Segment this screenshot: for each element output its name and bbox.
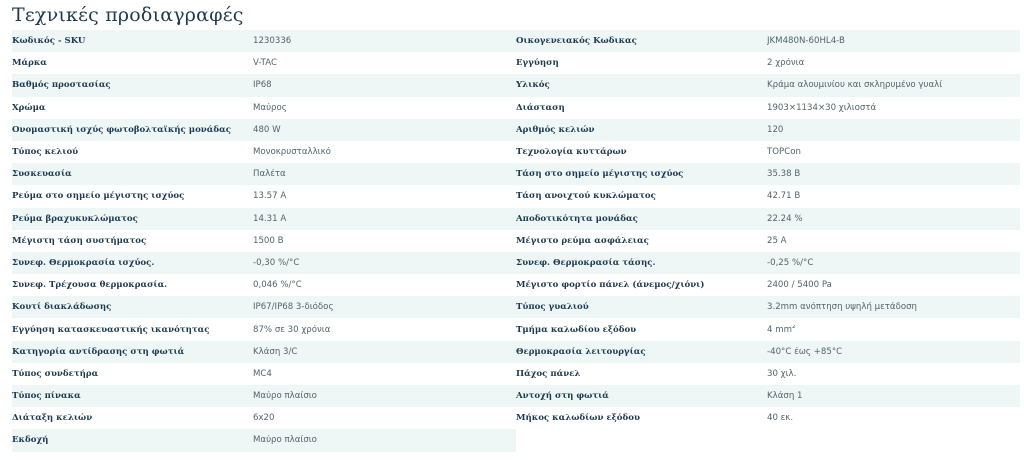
spec-pair	[12, 363, 516, 385]
table-row	[12, 141, 1020, 163]
spec-value-text: Κλάση 1	[767, 391, 803, 402]
spec-value-text: 42.71 B	[767, 191, 801, 202]
spec-label: Συσκευασία	[12, 169, 72, 180]
table-row	[12, 185, 1020, 207]
spec-pair	[516, 52, 1020, 74]
table-row	[12, 52, 1020, 74]
spec-label: Συνεφ. Θερμοκρασία τάσης.	[516, 257, 656, 268]
spec-label: Αποδοτικότητα μονάδας	[516, 213, 638, 224]
spec-value-text: 2 χρόνια	[767, 58, 805, 69]
spec-value: Παλέτα	[253, 169, 286, 180]
spec-value-text: -40°C έως +85°C	[767, 346, 843, 357]
spec-value	[767, 369, 1020, 379]
spec-label: Τάση ανοιχτού κυκλώματος	[516, 191, 656, 202]
spec-value	[767, 80, 1020, 90]
table-row	[12, 318, 1020, 340]
spec-value-text: 3.2mm ανόπτηση υψηλή μετάδοση	[767, 302, 917, 313]
spec-pair	[12, 296, 516, 318]
spec-label: Τύπος συνδετήρα	[12, 368, 99, 379]
spec-pair	[516, 74, 1020, 96]
spec-value: 87% σε 30 χρόνια	[253, 324, 331, 335]
spec-value: Μονοκρυσταλλικό	[253, 147, 331, 158]
table-row	[12, 252, 1020, 274]
spec-label: Ρεύμα βραχυκυκλώματος	[12, 213, 138, 224]
spec-value	[767, 191, 1020, 201]
spec-pair	[516, 274, 1020, 296]
spec-pair	[12, 185, 516, 207]
spec-value: 1500 B	[253, 235, 284, 246]
spec-label: Υλικός	[516, 80, 550, 91]
spec-value: 14.31 A	[253, 213, 287, 224]
table-row	[12, 208, 1020, 230]
spec-value: Μαύρο πλαίσιο	[253, 391, 317, 402]
spec-value-text: 4 mm	[767, 324, 792, 335]
spec-value: 480 W	[253, 124, 281, 135]
spec-label: Τύπος κελιού	[12, 147, 79, 158]
spec-pair	[516, 141, 1020, 163]
spec-value: 0,046 %/°C	[253, 280, 302, 291]
spec-value	[767, 325, 1020, 335]
spec-label: Τύπος πίνακα	[12, 391, 81, 402]
table-row	[12, 30, 1020, 52]
table-row	[12, 97, 1020, 119]
spec-label: Αριθμός κελιών	[516, 124, 595, 135]
spec-value	[767, 413, 1020, 423]
spec-pair	[12, 429, 516, 451]
spec-value-text: 1903×1134×30 χιλιοστά	[767, 102, 877, 113]
spec-value-text: -0,25 %/°C	[767, 257, 814, 268]
table-row	[12, 74, 1020, 96]
spec-pair	[516, 296, 1020, 318]
table-row	[12, 296, 1020, 318]
spec-label: Τμήμα καλωδίου εξόδου	[516, 324, 637, 335]
spec-value-text: 40 εκ.	[767, 413, 794, 424]
spec-label: Εγγύηση	[516, 58, 559, 69]
table-row	[12, 163, 1020, 185]
spec-value	[767, 214, 1020, 224]
page-title: Τεχνικές προδιαγραφές	[12, 4, 244, 26]
spec-label: Οικογενειακός Κωδικας	[516, 36, 637, 47]
spec-pair	[12, 208, 516, 230]
spec-pair	[12, 318, 516, 340]
spec-value: 1230336	[253, 36, 292, 47]
spec-value	[767, 258, 1020, 268]
spec-value: Μαύρος	[253, 102, 287, 113]
spec-label: Κωδικός - SKU	[12, 36, 86, 47]
spec-label: Μέγιστη τάση συστήματος	[12, 235, 147, 246]
spec-value	[767, 280, 1020, 290]
spec-value	[767, 147, 1020, 157]
table-row	[12, 385, 1020, 407]
spec-value-text: JKM480N-60HL4-B	[767, 36, 845, 47]
spec-label: Ρεύμα στο σημείο μέγιστης ισχύος	[12, 191, 185, 202]
spec-pair	[12, 385, 516, 407]
spec-label: Κατηγορία αντίδρασης στη φωτιά	[12, 346, 185, 357]
spec-value: 13.57 A	[253, 191, 287, 202]
spec-pair	[12, 119, 516, 141]
spec-value: 6x20	[253, 413, 275, 424]
spec-pair	[12, 341, 516, 363]
spec-value	[767, 347, 1020, 357]
spec-pair	[516, 363, 1020, 385]
spec-value: IP67/IP68 3-διόδος	[253, 302, 334, 313]
table-row	[12, 407, 1020, 429]
spec-value-text: 30 χιλ.	[767, 368, 797, 379]
spec-label: Βαθμός προστασίας	[12, 80, 111, 91]
spec-pair	[516, 163, 1020, 185]
spec-label: Τύπος γυαλιού	[516, 302, 589, 313]
spec-label: Ονομαστική ισχύς φωτοβολταϊκής μονάδας	[12, 124, 231, 135]
spec-label: Μέγιστο φορτίο πάνελ (άνεμος/χιόνι)	[516, 280, 705, 291]
spec-label: Εκδοχή	[12, 435, 49, 446]
spec-value	[767, 58, 1020, 68]
spec-pair	[516, 341, 1020, 363]
spec-label: Χρώμα	[12, 102, 46, 113]
spec-value	[767, 125, 1020, 135]
spec-value-text: 25 A	[767, 235, 787, 246]
table-row	[12, 230, 1020, 252]
spec-label: Συνεφ. Τρέχουσα θερμοκρασία.	[12, 280, 168, 291]
spec-label: Διάσταση	[516, 102, 565, 113]
spec-label: Εγγύηση κατασκευαστικής ικανότητας	[12, 324, 210, 335]
spec-value-text: Κράμα αλουμινίου και σκληρυμένο γυαλί	[767, 80, 943, 91]
spec-pair	[516, 97, 1020, 119]
spec-value-text: 120	[767, 124, 784, 135]
spec-pair	[12, 97, 516, 119]
spec-value-text: 2400 / 5400 Pa	[767, 280, 832, 291]
spec-pair	[12, 407, 516, 429]
spec-value	[767, 302, 1020, 312]
spec-pair	[516, 30, 1020, 52]
spec-value: IP68	[253, 80, 272, 91]
table-row	[12, 119, 1020, 141]
spec-label: Πάχος πάνελ	[516, 368, 581, 379]
spec-value: -0,30 %/°C	[253, 257, 300, 268]
spec-pair	[12, 163, 516, 185]
spec-label: Συνεφ. Θερμοκρασία ισχύος.	[12, 257, 155, 268]
spec-label: Μάρκα	[12, 58, 47, 69]
spec-pair	[516, 252, 1020, 274]
spec-pair	[12, 274, 516, 296]
spec-pair	[516, 208, 1020, 230]
spec-label: Μέγιστο ρεύμα ασφάλειας	[516, 235, 649, 246]
spec-value-text: 22.24 %	[767, 213, 803, 224]
spec-pair	[12, 52, 516, 74]
table-row	[12, 363, 1020, 385]
spec-pair	[12, 141, 516, 163]
spec-pair	[12, 30, 516, 52]
table-row	[12, 429, 1020, 451]
spec-value-text: TOPCon	[767, 147, 801, 158]
spec-pair	[516, 429, 1020, 451]
spec-label: Κουτί διακλάδωσης	[12, 302, 112, 313]
spec-label: Θερμοκρασία λειτουργίας	[516, 346, 646, 357]
spec-value	[767, 103, 1020, 113]
spec-pair	[12, 252, 516, 274]
spec-value: MC4	[253, 368, 272, 379]
spec-value: Κλάση 3/C	[253, 346, 298, 357]
spec-pair	[516, 119, 1020, 141]
spec-pair	[516, 185, 1020, 207]
spec-label: Αντοχή στη φωτιά	[516, 391, 609, 402]
spec-label: Τάση στο σημείο μέγιστης ισχύος	[516, 169, 684, 180]
spec-value	[767, 36, 1020, 46]
spec-label: Μήκος καλωδίων εξόδου	[516, 413, 640, 424]
spec-label: Διάταξη κελιών	[12, 413, 93, 424]
spec-value-superscript: 2	[791, 324, 796, 330]
spec-value: Μαύρο πλαίσιο	[253, 435, 317, 446]
spec-pair	[516, 318, 1020, 340]
spec-value	[767, 391, 1020, 401]
spec-pair	[12, 230, 516, 252]
spec-table	[12, 30, 1020, 452]
spec-value	[767, 169, 1020, 179]
spec-pair	[516, 385, 1020, 407]
spec-label: Τεχνολογία κυττάρων	[516, 147, 627, 158]
table-row	[12, 274, 1020, 296]
spec-pair	[12, 74, 516, 96]
spec-value: V-TAC	[253, 58, 277, 69]
spec-pair	[516, 230, 1020, 252]
table-row	[12, 341, 1020, 363]
spec-value-text: 35.38 B	[767, 169, 801, 180]
spec-pair	[516, 407, 1020, 429]
spec-value	[767, 236, 1020, 246]
